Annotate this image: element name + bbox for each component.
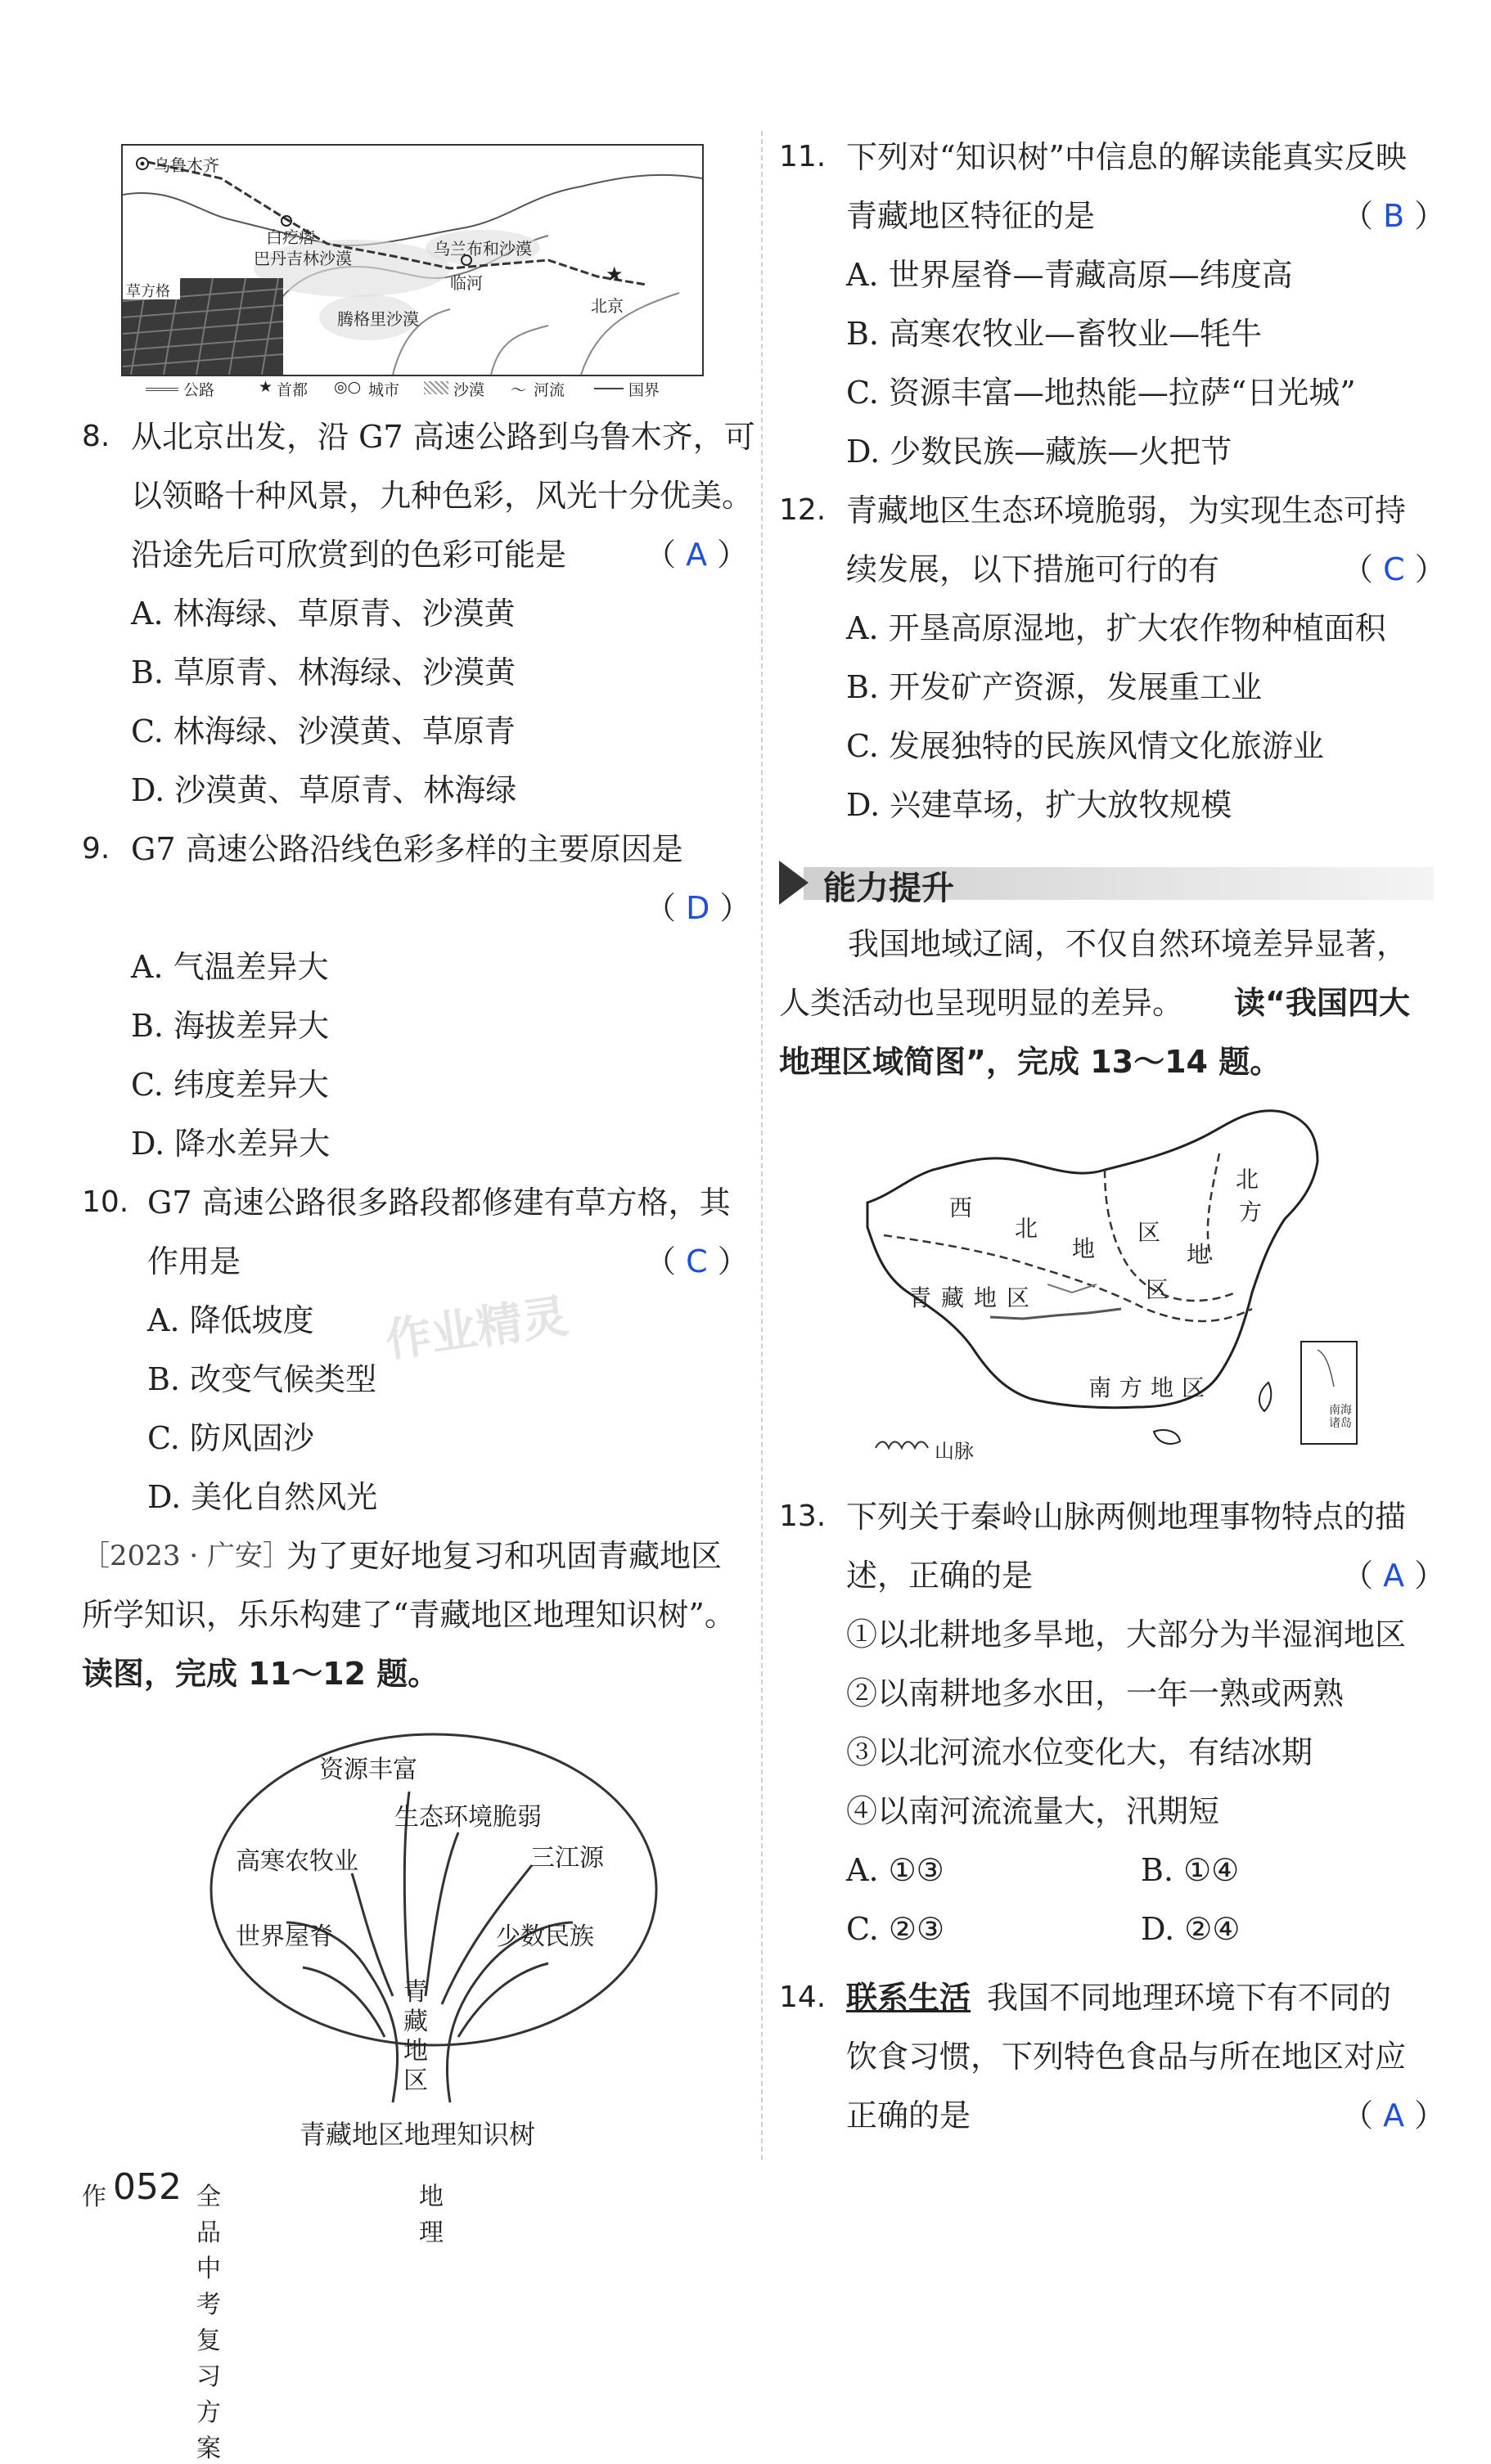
legend-highway-icon <box>146 388 178 391</box>
q13-answer-letter: A <box>1383 1558 1405 1594</box>
legend-city: 城市 <box>368 381 400 399</box>
svg-text:★: ★ <box>606 263 624 286</box>
map2-legend-mountain: 山脉 <box>935 1440 974 1463</box>
tree-label-minorities: 少数民族 <box>496 1922 594 1951</box>
q9-option-c: C. 纬度差异大 <box>131 1067 329 1103</box>
map-label-baijianan: 白疙瘩 <box>266 227 315 247</box>
map2-label-11: 地 <box>974 1284 998 1311</box>
g7-route-map <box>121 144 704 376</box>
q9-option-b: B. 海拔差异大 <box>131 1008 330 1044</box>
tree-label-roof: 世界屋脊 <box>236 1922 334 1951</box>
q13-option-d: D. ②④ <box>1141 1911 1241 1947</box>
legend-city-icon: ◎○ <box>334 378 362 396</box>
section-heading <box>779 857 1434 908</box>
q11-stem-2: 青藏地区特征的是 <box>846 198 1096 234</box>
book-title: 全品中考复习方案 <box>196 2183 221 2463</box>
map2-label-7: 地 <box>1187 1241 1210 1268</box>
q11-option-d: D. 少数民族—藏族—火把节 <box>846 434 1232 470</box>
section-intro-bold-1: 读“我国四大 <box>1234 985 1410 1021</box>
q10-option-d: D. 美化自然风光 <box>147 1479 378 1515</box>
q9-option-a: A. 气温差异大 <box>131 949 329 985</box>
tree-label-resources: 资源丰富 <box>319 1756 417 1784</box>
map2-label-10: 藏 <box>941 1284 965 1311</box>
q14-answer: （ A ） <box>1342 2098 1446 2134</box>
g7-map-svg <box>123 146 702 375</box>
map2-label-9: 青 <box>908 1284 932 1311</box>
map1-legend <box>146 378 686 401</box>
section-intro-2: 人类活动也呈现明显的差异。 <box>779 985 1184 1021</box>
map2-inset-label: 南海诸岛 <box>1329 1404 1352 1430</box>
map2-label-5: 北 <box>1236 1166 1259 1193</box>
tree-label-agriculture: 高寒农牧业 <box>236 1847 358 1876</box>
map-label-linhe: 临河 <box>450 273 483 293</box>
q13-option-c: C. ②③ <box>846 1911 945 1947</box>
section-title: 能力提升 <box>823 870 954 907</box>
tree-trunk-char-1: 青 <box>403 1978 428 2007</box>
q9-answer-letter: D <box>686 890 710 926</box>
section-intro-1: 我国地域辽阔，不仅自然环境差异显著， <box>848 926 1408 962</box>
q13-stem-1: 下列关于秦岭山脉两侧地理事物特点的描 <box>846 1499 1407 1535</box>
q13-option-b: B. ①④ <box>1141 1852 1240 1888</box>
q8-answer-letter: A <box>686 537 708 573</box>
legend-desert: 沙漠 <box>453 381 485 399</box>
map2-label-16: 区 <box>1182 1374 1205 1401</box>
q12-answer: （ C ） <box>1342 551 1446 587</box>
map-label-tengger: 腾格里沙漠 <box>337 309 419 329</box>
q8-stem-1: 从北京出发，沿 G7 高速公路到乌鲁木齐，可 <box>131 419 755 455</box>
china-regions-map <box>859 1104 1367 1473</box>
tree-trunk-char-4: 区 <box>403 2066 428 2095</box>
q10-stem-1: G7 高速公路很多路段都修建有草方格，其 <box>147 1185 731 1221</box>
legend-river-icon: 〜 <box>511 381 527 399</box>
q8-option-d: D. 沙漠黄、草原青、林海绿 <box>131 772 517 808</box>
legend-border-icon <box>594 388 624 389</box>
q8-option-c: C. 林海绿、沙漠黄、草原青 <box>131 713 516 749</box>
q14-number: 14. <box>779 1981 827 2014</box>
map-label-urumqi: 乌鲁木齐 <box>154 155 219 175</box>
legend-highway: 公路 <box>183 381 215 399</box>
q8-stem-2: 以领略十种风景，九种色彩，风光十分优美。 <box>131 478 754 514</box>
subject-name: 地理 <box>419 2183 444 2247</box>
q11-option-c: C. 资源丰富—地热能—拉萨“日光城” <box>846 375 1356 411</box>
section-intro-bold-2: 地理区域简图”，完成 13～14 题。 <box>779 1044 1282 1080</box>
tree-label-ecology: 生态环境脆弱 <box>394 1803 542 1832</box>
map2-label-4: 区 <box>1137 1219 1161 1246</box>
map-label-badain: 巴丹吉林沙漠 <box>254 249 352 268</box>
q12-stem-2: 续发展，以下措施可行的有 <box>846 551 1220 587</box>
map2-label-1: 西 <box>949 1194 973 1221</box>
q12-number: 12. <box>779 493 827 527</box>
tree-label-sanjiangyuan: 三江源 <box>530 1844 604 1873</box>
tree-caption: 青藏地区地理知识树 <box>299 2119 535 2150</box>
map-label-grid-photo: 草方格 <box>126 283 170 300</box>
q13-statement-3: ③以北河流水位变化大，有结冰期 <box>846 1734 1313 1770</box>
q8-number: 8. <box>82 420 110 453</box>
map2-label-3: 地 <box>1072 1235 1096 1262</box>
map2-label-15: 地 <box>1151 1374 1174 1401</box>
intro-line-1: 为了更好地复习和巩固青藏地区 <box>286 1538 723 1574</box>
q9-number: 9. <box>82 832 110 866</box>
q11-number: 11. <box>779 140 827 173</box>
q13-option-a: A. ①③ <box>846 1852 944 1888</box>
q12-option-b: B. 开发矿产资源，发展重工业 <box>846 669 1263 705</box>
q10-answer: （ C ） <box>645 1243 749 1279</box>
map2-label-2: 北 <box>1015 1215 1038 1242</box>
tree-trunk-char-3: 地 <box>403 2037 428 2066</box>
map2-label-14: 方 <box>1119 1374 1143 1401</box>
tree-trunk-char-2: 藏 <box>403 2008 428 2036</box>
q10-option-c: C. 防风固沙 <box>147 1420 314 1456</box>
map-label-beijing: 北京 <box>591 296 624 316</box>
q8-answer: （ A ） <box>645 537 749 573</box>
q14-stem-2: 饮食习惯，下列特色食品与所在地区对应 <box>846 2039 1407 2075</box>
map2-label-6: 方 <box>1239 1198 1263 1225</box>
q8-option-b: B. 草原青、林海绿、沙漠黄 <box>131 654 516 690</box>
q10-answer-letter: C <box>686 1243 708 1279</box>
q9-option-d: D. 降水差异大 <box>131 1126 331 1162</box>
knowledge-tree <box>205 1726 663 2111</box>
footer-prefix: 作 <box>82 2183 106 2211</box>
watermark: 作业精灵 <box>382 1289 572 1369</box>
map2-label-8: 区 <box>1146 1276 1169 1303</box>
q13-number: 13. <box>779 1500 827 1533</box>
q10-option-b: B. 改变气候类型 <box>147 1361 377 1397</box>
legend-capital: 首都 <box>277 381 309 399</box>
q10-stem-2: 作用是 <box>147 1243 241 1279</box>
q10-number: 10. <box>82 1185 129 1219</box>
china-map-svg <box>859 1104 1367 1473</box>
legend-border: 国界 <box>628 381 660 399</box>
q14-stem-3: 正确的是 <box>846 2098 971 2134</box>
q13-statement-2: ②以南耕地多水田，一年一熟或两熟 <box>846 1675 1345 1711</box>
q13-statement-1: ①以北耕地多旱地，大部分为半湿润地区 <box>846 1616 1407 1652</box>
q12-option-a: A. 开垦高原湿地，扩大农作物种植面积 <box>846 610 1386 646</box>
q9-answer: （ D ） <box>645 890 751 926</box>
column-divider <box>761 131 763 2160</box>
legend-desert-icon <box>424 381 448 394</box>
q13-statement-4: ④以南河流流量大，汛期短 <box>846 1793 1220 1829</box>
q11-answer-letter: B <box>1383 198 1405 234</box>
q13-answer: （ A ） <box>1342 1558 1446 1594</box>
q8-stem-3: 沿途先后可欣赏到的色彩可能是 <box>131 537 567 573</box>
q12-stem-1: 青藏地区生态环境脆弱，为实现生态可持 <box>846 492 1407 528</box>
q12-option-d: D. 兴建草场，扩大放牧规模 <box>846 787 1232 823</box>
intro-instruction: 读图，完成 11～12 题。 <box>82 1656 439 1692</box>
q12-option-c: C. 发展独特的民族风情文化旅游业 <box>846 728 1324 764</box>
map-label-wulanbuhe: 乌兰布和沙漠 <box>434 239 532 259</box>
q12-answer-letter: C <box>1383 551 1405 587</box>
q11-answer: （ B ） <box>1342 198 1446 234</box>
q10-option-a: A. 降低坡度 <box>147 1302 314 1338</box>
page-number: 052 <box>113 2166 182 2208</box>
q9-stem-1: G7 高速公路沿线色彩多样的主要原因是 <box>131 831 683 867</box>
q11-option-b: B. 高寒农牧业—畜牧业—牦牛 <box>846 316 1263 352</box>
q14-tag: 联系生活 <box>846 1980 971 2016</box>
map2-label-12: 区 <box>1007 1284 1030 1311</box>
q14-answer-letter: A <box>1383 2098 1405 2134</box>
legend-capital-icon: ★ <box>259 378 273 396</box>
legend-river: 河流 <box>534 381 565 399</box>
q8-option-a: A. 林海绿、草原青、沙漠黄 <box>131 596 516 632</box>
q13-stem-2: 述，正确的是 <box>846 1558 1034 1594</box>
intro-source: ［2023 · 广安］ <box>82 1540 291 1572</box>
q11-option-a: A. 世界屋脊—青藏高原—纬度高 <box>846 257 1293 293</box>
q14-stem-1: 我国不同地理环境下有不同的 <box>987 1980 1392 2016</box>
map2-label-13: 南 <box>1088 1374 1112 1401</box>
intro-line-2: 所学知识，乐乐构建了“青藏地区地理知识树”。 <box>82 1597 736 1633</box>
q11-stem-1: 下列对“知识树”中信息的解读能真实反映 <box>846 139 1407 175</box>
